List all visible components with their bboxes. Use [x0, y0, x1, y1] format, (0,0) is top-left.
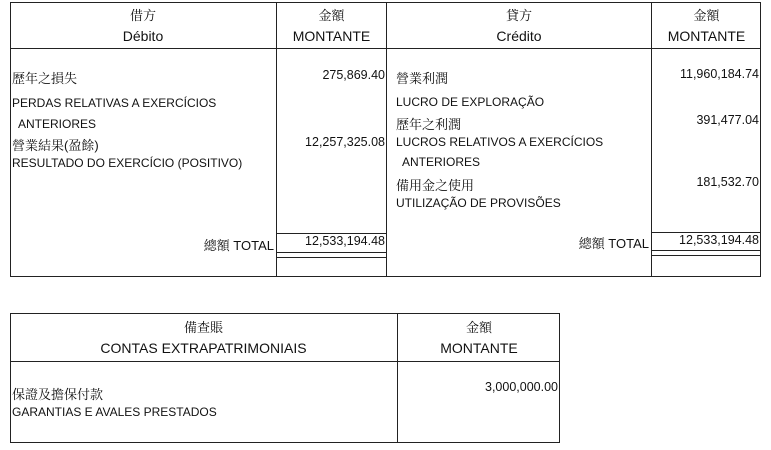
credit-header-pt: Crédito: [496, 28, 542, 44]
credit-header-cn: 貸方: [505, 8, 532, 23]
credit-item-label-pt: LUCRO DE EXPLORAÇÃO: [396, 95, 545, 109]
off-balance-amount-header-pt: MONTANTE: [440, 340, 518, 356]
off-balance-header: [10, 318, 397, 358]
debit-total-bottom-rule: [276, 252, 387, 253]
debit-item-label-pt: ANTERIORES: [18, 117, 97, 131]
credit-total-top-rule: [651, 232, 761, 233]
debit-header-pt: Débito: [122, 28, 164, 44]
debit-item-amount: 12,257,325.08: [305, 135, 385, 149]
balance-header-rule: [10, 48, 761, 49]
credit-item-amount: 181,532.70: [696, 175, 759, 189]
off-balance-header-rule: [10, 361, 560, 362]
debit-amount-header: [277, 6, 386, 46]
credit-item-label-pt: LUCROS RELATIVOS A EXERCÍCIOS: [396, 135, 604, 149]
credit-item-label-cn: 營業利潤: [396, 71, 449, 86]
debit-header-cn: 借方: [129, 8, 156, 23]
credit-total-label: 總額 TOTAL: [578, 236, 649, 251]
off-balance-item-label-pt: GARANTIAS E AVALES PRESTADOS: [12, 405, 217, 419]
debit-item-label-pt: PERDAS RELATIVAS A EXERCÍCIOS: [12, 96, 217, 110]
credit-total-double-rule: [651, 255, 761, 256]
credit-header: [387, 6, 651, 46]
debit-amount-header-cn: 金額: [318, 8, 345, 23]
off-balance-item-amount: 3,000,000.00: [485, 380, 558, 394]
debit-total-label: 總額 TOTAL: [203, 238, 274, 253]
debit-header: [10, 6, 276, 46]
off-balance-amount-header-cn: 金額: [465, 320, 492, 335]
debit-item-label-cn: 歷年之損失: [12, 71, 78, 86]
off-balance-item-label-cn: 保證及擔保付款: [12, 387, 104, 402]
debit-total-top-rule: [276, 233, 387, 234]
credit-total-bottom-rule: [651, 250, 761, 251]
off-balance-amount-header: [398, 318, 560, 358]
credit-item-amount: 11,960,184.74: [679, 67, 759, 81]
credit-amount-header-cn: 金額: [693, 8, 720, 23]
debit-item-amount: 275,869.40: [322, 68, 385, 82]
credit-item-label-pt: UTILIZAÇÃO DE PROVISÕES: [396, 196, 561, 210]
credit-amount-header-pt: MONTANTE: [667, 28, 746, 44]
debit-total-amount: 12,533,194.48: [305, 234, 385, 248]
credit-item-label-cn: 歷年之利潤: [396, 117, 462, 132]
credit-amount-header: [652, 6, 761, 46]
credit-item-label-pt: ANTERIORES: [402, 155, 481, 169]
debit-total-double-rule: [276, 257, 387, 258]
debit-item-label-cn: 營業結果(盈餘): [12, 138, 99, 153]
credit-item-amount: 391,477.04: [696, 113, 759, 127]
debit-amount-header-pt: MONTANTE: [292, 28, 371, 44]
debit-item-label-pt: RESULTADO DO EXERCÍCIO (POSITIVO): [12, 156, 243, 170]
credit-item-label-cn: 備用金之使用: [396, 178, 475, 193]
off-balance-header-cn: 備查賬: [183, 320, 223, 335]
credit-total-amount: 12,533,194.48: [679, 233, 759, 247]
off-balance-header-pt: CONTAS EXTRAPATRIMONIAIS: [100, 340, 307, 356]
